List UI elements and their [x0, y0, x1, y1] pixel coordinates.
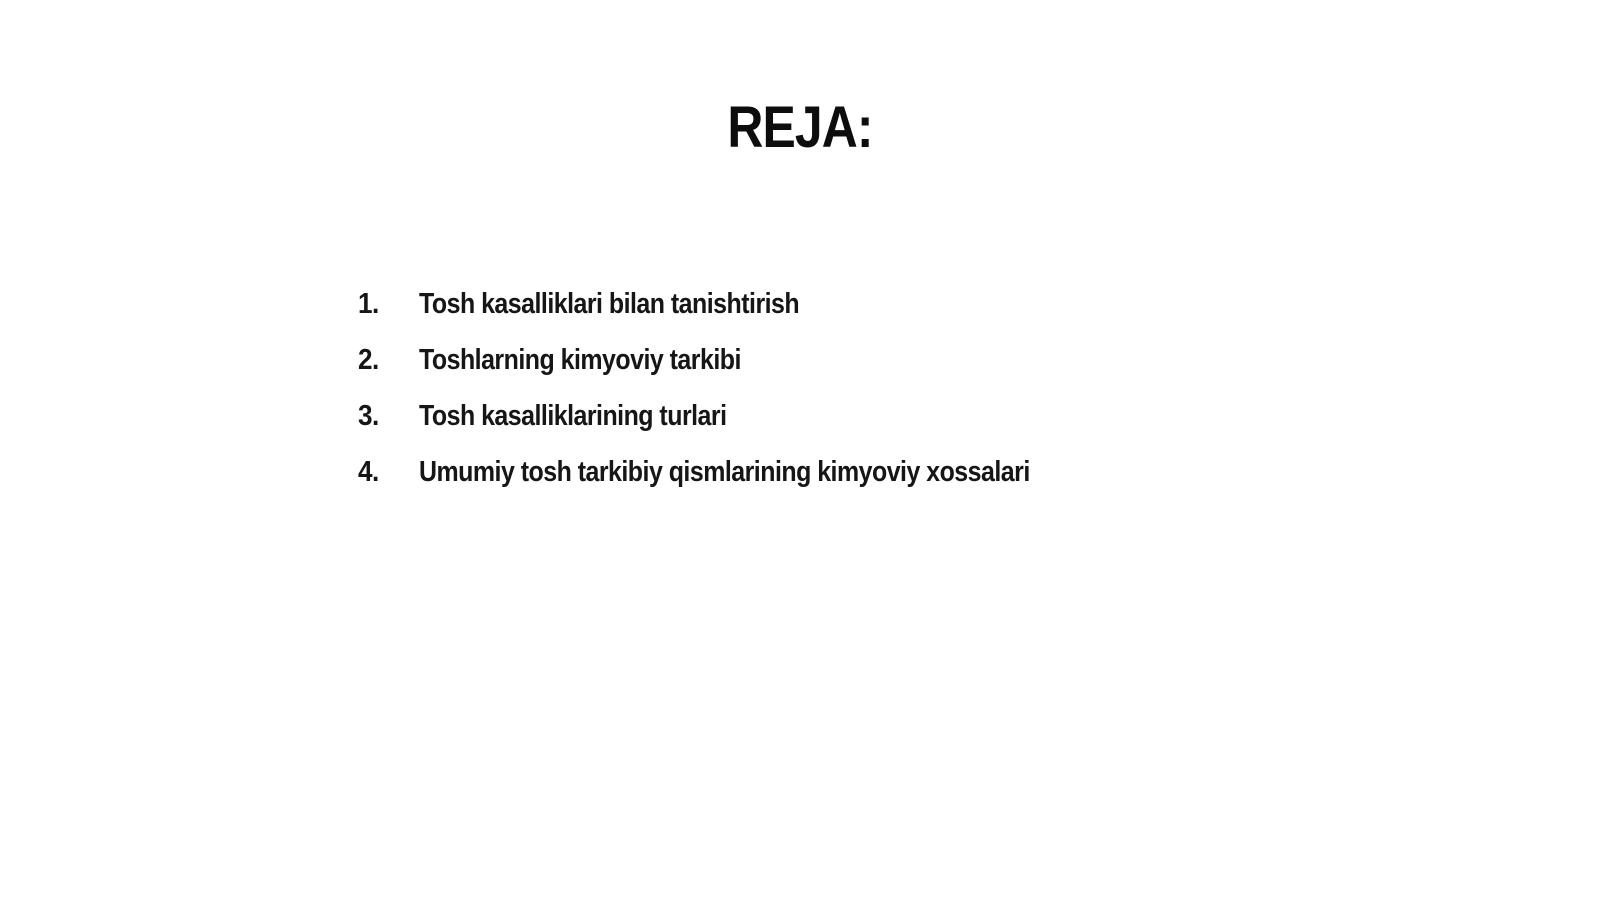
plan-list	[358, 288, 1129, 512]
list-item	[358, 344, 1129, 400]
list-item-number: 2.	[358, 344, 379, 376]
list-item-text: Umumiy tosh tarkibiy qismlarining kimyoviy xossalari	[419, 456, 1030, 488]
slide-title-text: REJA:	[727, 95, 873, 160]
slide-title	[112, 96, 1488, 160]
list-item	[358, 456, 1129, 512]
list-item	[358, 400, 1129, 456]
list-item-number: 3.	[358, 400, 379, 432]
list-item	[358, 288, 1129, 344]
list-item-text: Tosh kasalliklari bilan tanishtirish	[419, 288, 800, 320]
list-item-number: 1.	[358, 288, 379, 320]
list-item-number: 4.	[358, 456, 379, 488]
list-item-text: Tosh kasalliklarining turlari	[419, 400, 727, 432]
list-item-text: Toshlarning kimyoviy tarkibi	[419, 344, 741, 376]
